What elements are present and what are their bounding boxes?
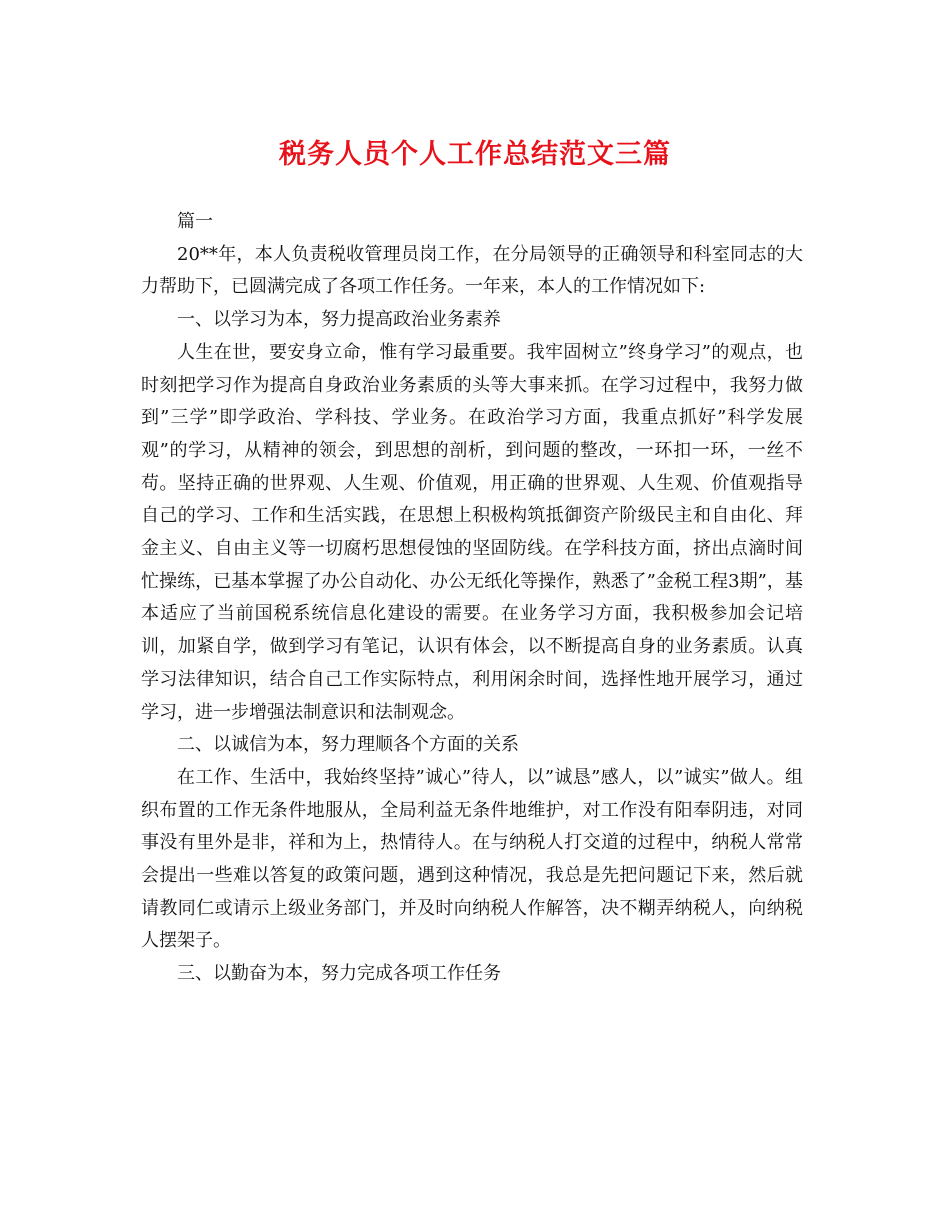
heading-study: 一、以学习为本，努力提高政治业务素养 xyxy=(177,309,501,331)
document-body xyxy=(141,206,803,991)
document-title: 税务人员个人工作总结范文三篇 xyxy=(279,139,671,170)
paragraph-study: 人生在世，要安身立命，惟有学习最重要。我牢固树立”终身学习”的观点，也时刻把学习作为提高自身政治业务素质的头等大事来抓。在学习过程中，我努力做到”三学”即学政治、学科技、学业务。在政治学习方面，我重点抓好”科学发展观”的学习，从精神的领会，到思想的剖析，到问题的整改，一环扣一环，一丝不苟。坚持正确的世界观、人生观、价值观，用正确的世界观、人生观、价值观指导自己的学习、工作和生活实践，在思想上积极构筑抵御资产阶级民主和自由化、拜金主义、自由主义等一切腐朽思想侵蚀的坚固防线。在学科技方面，挤出点滴时间忙操练，已基本掌握了办公自动化、办公无纸化等操作，熟悉了”金税工程3期”，基本适应了当前国税系统信息化建设的需要。在业务学习方面，我积极参加会记培训，加紧自学，做到学习有笔记，认识有体会，以不断提高自身的业务素质。认真学习法律知识，结合自己工作实际特点，利用闲余时间，选择性地开展学习，通过学习，进一步增强法制意识和法制观念。 xyxy=(141,341,803,723)
intro-paragraph: 20**年，本人负责税收管理员岗工作，在分局领导的正确领导和科室同志的大力帮助下，已圆满完成了各项工作任务。一年来，本人的工作情况如下: xyxy=(141,243,803,298)
section-heading-part-one: 篇一 xyxy=(177,211,213,232)
paragraph-integrity: 在工作、生活中，我始终坚持”诚心”待人，以”诚恳”感人，以”诚实”做人。组织布置的工作无条件地服从，全局利益无条件地维护，对工作没有阳奉阴违，对同事没有里外是非，祥和为上，热情待人。在与纳税人打交道的过程中，纳税人常常会提出一些难以答复的政策问题，遇到这种情况，我总是先把问题记下来，然后就请教同仁或请示上级业务部门，并及时向纳税人作解答，决不糊弄纳税人，向纳税人摆架子。 xyxy=(141,766,803,952)
heading-integrity: 二、以诚信为本，努力理顺各个方面的关系 xyxy=(177,734,519,756)
heading-diligence: 三、以勤奋为本，努力完成各项工作任务 xyxy=(177,963,501,985)
